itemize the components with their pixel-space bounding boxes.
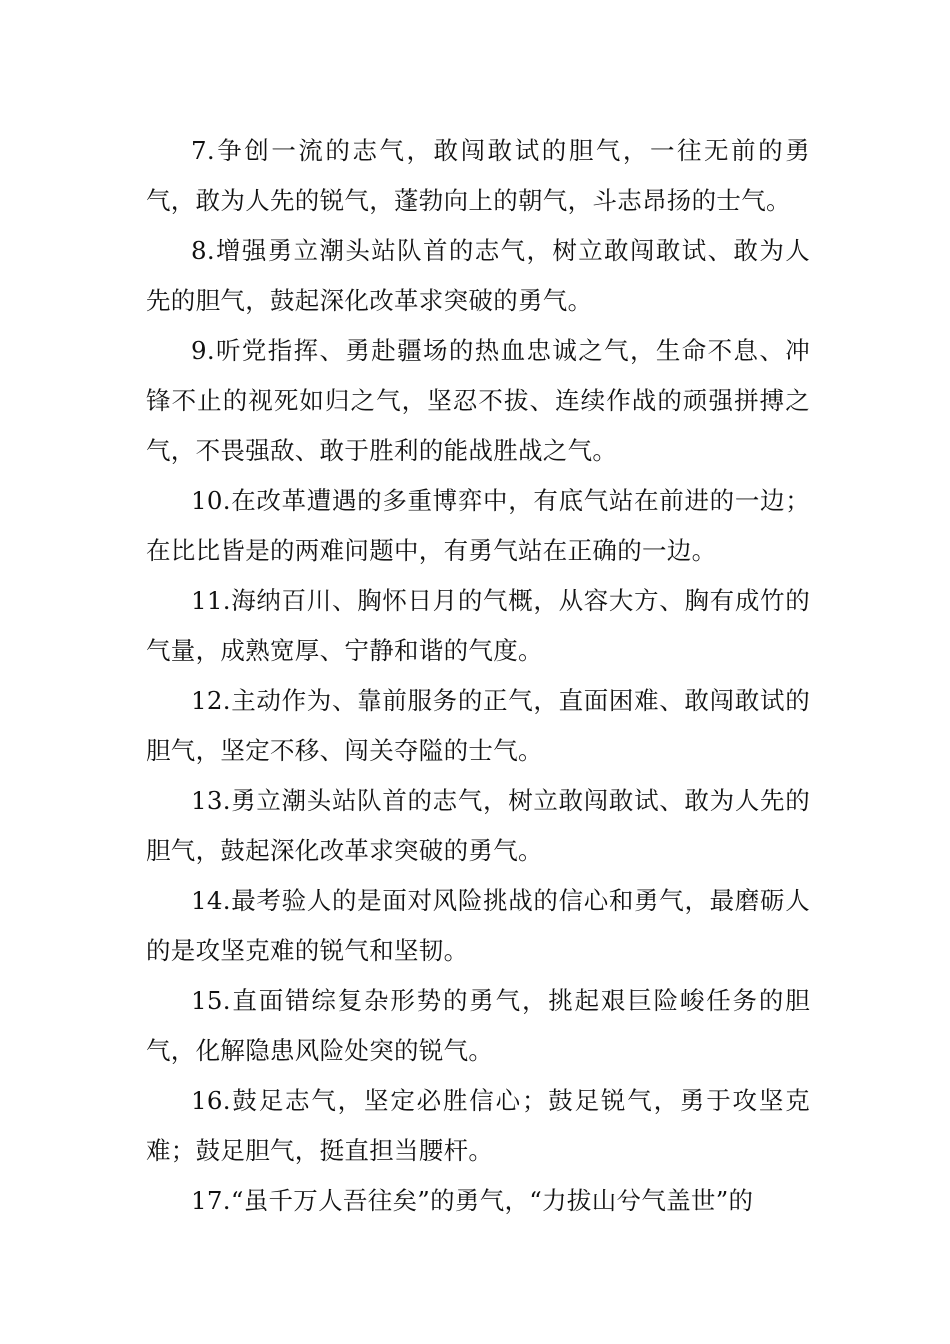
- paragraph-10: 10.在改革遭遇的多重博弈中，有底气站在前进的一边；在比比皆是的两难问题中，有勇气站在正确的一边。: [146, 486, 810, 565]
- paragraph-14: 14.最考验人的是面对风险挑战的信心和勇气，最磨砺人的是攻坚克难的锐气和坚韧。: [146, 886, 810, 965]
- paragraph-16: 16.鼓足志气，坚定必胜信心；鼓足锐气，勇于攻坚克难；鼓足胆气，挺直担当腰杆。: [146, 1086, 810, 1165]
- paragraph-17: 17.“虽千万人吾往矣”的勇气，“力拔山兮气盖世”的: [191, 1186, 754, 1215]
- paragraph-11: 11.海纳百川、胸怀日月的气概，从容大方、胸有成竹的气量，成熟宽厚、宁静和谐的气度。: [146, 586, 810, 665]
- paragraph-12: 12.主动作为、靠前服务的正气，直面困难、敢闯敢试的胆气，坚定不移、闯关夺隘的士气。: [146, 686, 810, 765]
- paragraph-8: 8.增强勇立潮头站队首的志气，树立敢闯敢试、敢为人先的胆气，鼓起深化改革求突破的勇气。: [146, 236, 810, 315]
- paragraph-15: 15.直面错综复杂形势的勇气，挑起艰巨险峻任务的胆气，化解隐患风险处突的锐气。: [146, 986, 810, 1065]
- paragraph-9: 9.听党指挥、勇赴疆场的热血忠诚之气，生命不息、冲锋不止的视死如归之气，坚忍不拔、连续作战的顽强拼搏之气，不畏强敌、敢于胜利的能战胜战之气。: [146, 336, 810, 465]
- paragraph-7: 7.争创一流的志气，敢闯敢试的胆气，一往无前的勇气，敢为人先的锐气，蓬勃向上的朝气，斗志昂扬的士气。: [146, 136, 810, 215]
- paragraph-13: 13.勇立潮头站队首的志气，树立敢闯敢试、敢为人先的胆气，鼓起深化改革求突破的勇气。: [146, 786, 810, 865]
- document-body: [146, 126, 810, 1226]
